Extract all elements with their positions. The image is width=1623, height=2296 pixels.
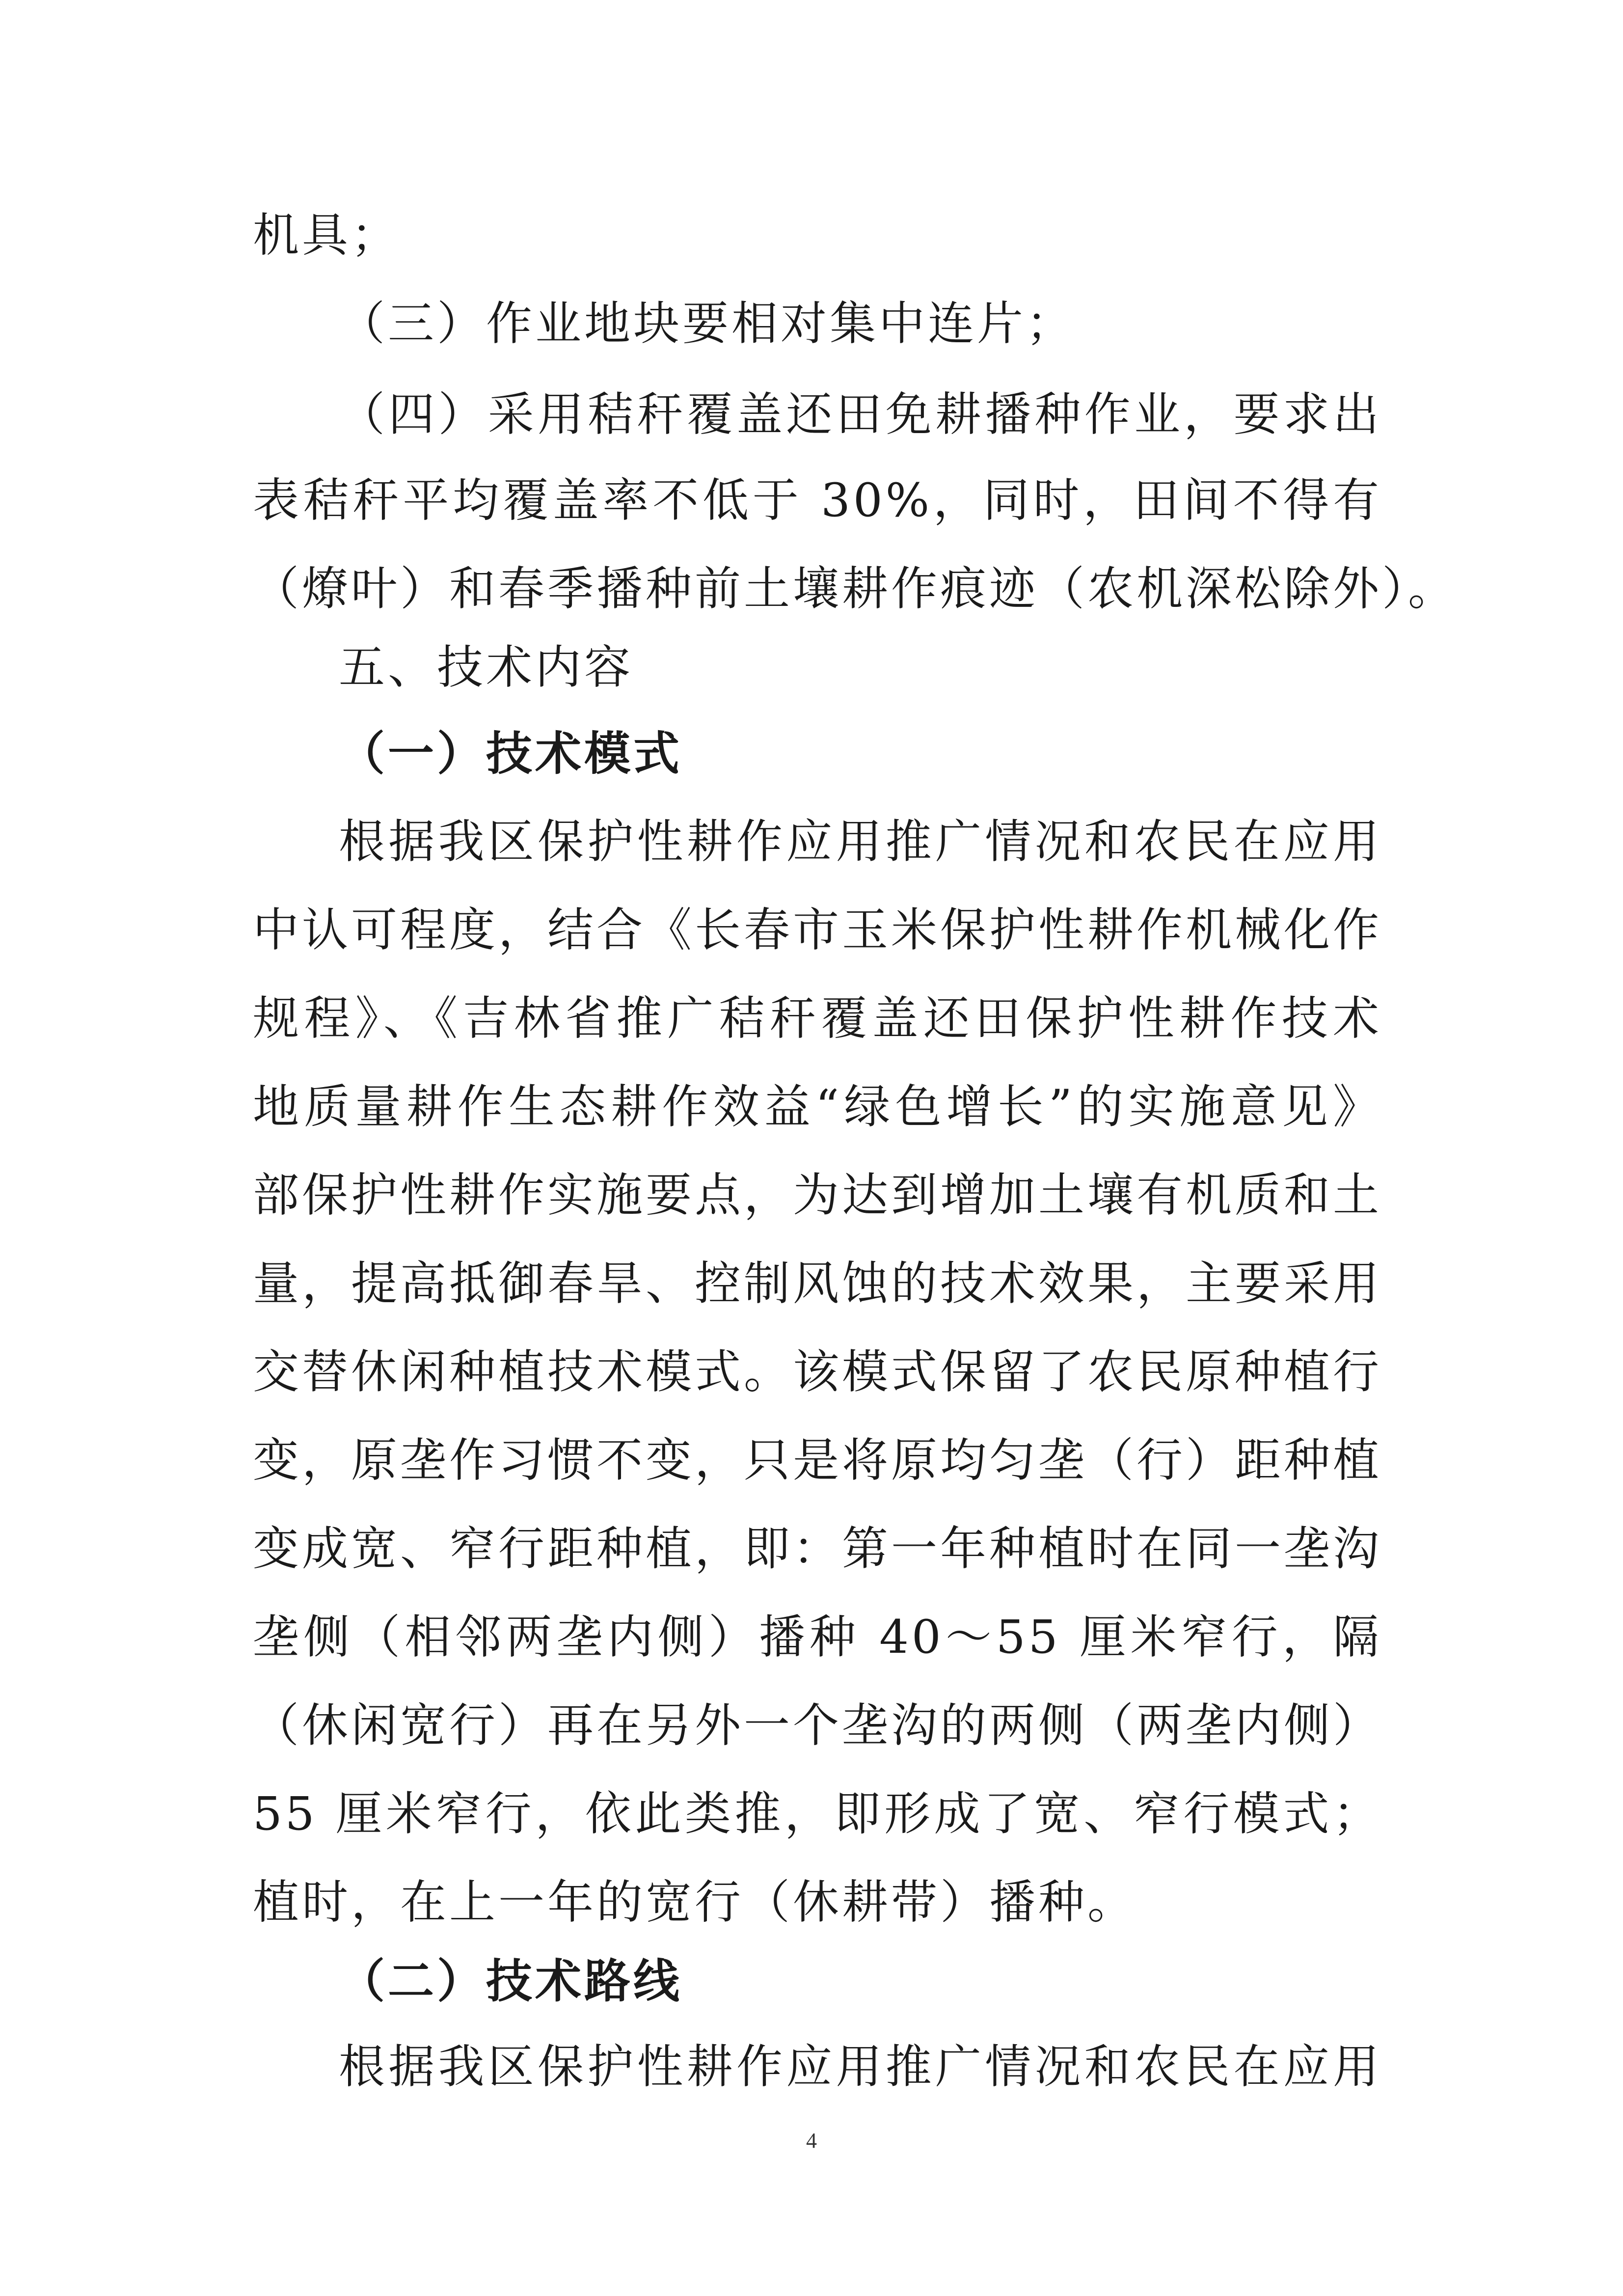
text-line-2: （三）作业地块要相对集中连片； (339, 297, 1076, 351)
subsection-heading-1: （一）技术模式 (339, 727, 683, 781)
text-line-17: 垄侧（相邻两垄内侧）播种 40～55 厘米窄行，隔 (253, 1611, 1382, 1664)
section-heading-5: 五、技术内容 (339, 641, 634, 694)
text-line-13: 量，提高抵御春旱、控制风蚀的技术效果，主要采用 (253, 1257, 1382, 1311)
text-line-4: 表秸秆平均覆盖率不低于 30%，同时，田间不得有 (253, 474, 1382, 527)
text-line-8: 根据我区保护性耕作应用推广情况和农民在应用 (339, 815, 1382, 869)
text-line-15: 变，原垄作习惯不变，只是将原均匀垄（行）距种植 (253, 1434, 1382, 1487)
page-number: 4 (806, 2129, 817, 2153)
text-line-16: 变成宽、窄行距种植，即：第一年种植时在同一垄沟 (253, 1522, 1382, 1576)
text-line-14: 交替休闲种植技术模式。该模式保留了农民原种植行 (253, 1345, 1382, 1399)
text-line-22: 根据我区保护性耕作应用推广情况和农民在应用 (339, 2040, 1382, 2094)
text-line-5: （燎叶）和春季播种前土壤耕作痕迹（农机深松除外）。 (253, 562, 1458, 616)
text-line-9: 中认可程度，结合《长春市玉米保护性耕作机械化作 (253, 903, 1382, 957)
text-line-18: （休闲宽行）再在另外一个垄沟的两侧（两垄内侧） (253, 1699, 1382, 1752)
text-line-3: （四）采用秸秆覆盖还田免耕播种作业，要求出 (339, 388, 1382, 441)
text-line-10: 规程》、《吉林省推广秸秆覆盖还田保护性耕作技术 (253, 992, 1382, 1045)
text-line-11: 地质量耕作生态耕作效益“绿色增长”的实施意见》 (253, 1080, 1382, 1134)
text-line-12: 部保护性耕作实施要点，为达到增加土壤有机质和土 (253, 1169, 1382, 1222)
subsection-heading-2: （二）技术路线 (339, 1954, 683, 2008)
text-line-20: 植时，在上一年的宽行（休耕带）播种。 (253, 1876, 1137, 1929)
text-line-19: 55 厘米窄行，依此类推，即形成了宽、窄行模式； (253, 1787, 1382, 1841)
text-line-1: 机具； (253, 209, 401, 262)
